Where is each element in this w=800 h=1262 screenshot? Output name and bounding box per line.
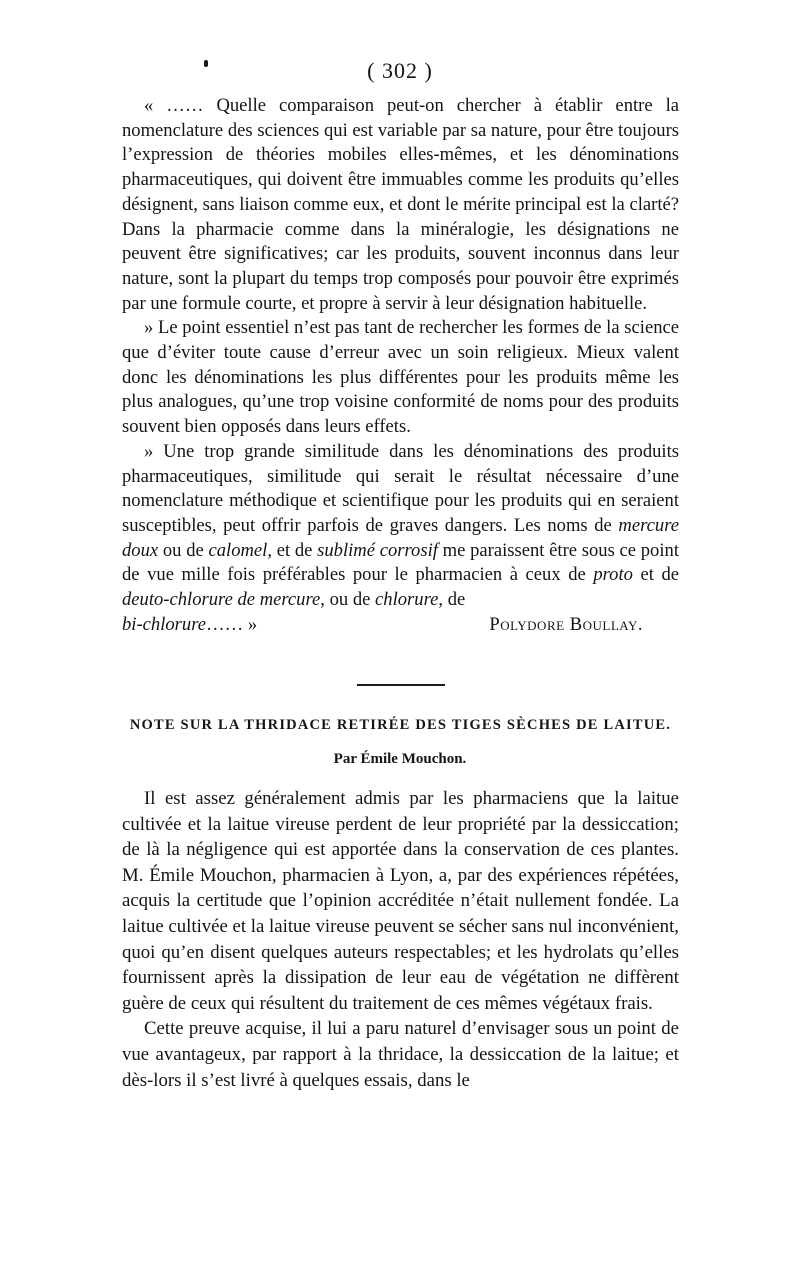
article-paragraph-2: Cette preuve acquise, il lui a paru naturel d’envisager sous un point de vue avantageux, par rapport à la thridace, la dessiccation de la laitue; et dès-lors il s’est livré à quelques essais, dans le: [122, 1018, 679, 1091]
article-title: NOTE SUR LA THRIDACE RETIRÉE DES TIGES SÈCHES DE LAITUE.: [129, 717, 672, 733]
italic-term: deuto-chlorure de mercure: [122, 589, 321, 611]
italic-term: bi-chlorure: [122, 613, 206, 635]
page-number: ( 302 ): [367, 58, 433, 83]
quote-closing: [122, 613, 257, 638]
italic-term: proto: [593, 564, 633, 586]
italic-term: calomel: [208, 539, 268, 561]
signature-line: [122, 613, 679, 638]
article-byline: Par Émile Mouchon.: [333, 751, 467, 767]
quote-paragraph-3: [122, 440, 679, 613]
quote-text: , et de: [267, 539, 318, 561]
quote-paragraph-2: » Le point essentiel n’est pas tant de rechercher les formes de la science que d’éviter toute cause d’erreur avec un soin religieux. Mieux valent donc les dénominations les plus différentes pour les produits même les plus analogues, qu’une trop voisine conformité de noms pour des produits souvent bien opposés dans leurs effets.: [122, 317, 679, 438]
article-paragraph-1: Il est assez généralement admis par les pharmaciens que la laitue cultivée et la laitue vireuse perdent de leur propriété par la dessiccation; de là la négligence qui est apportée dans la conservation de ces plantes. M. Émile Mouchon, pharmacien à Lyon, a, par des expériences répétées, acquis la certitude que l’opinion accréditée n’était nullement fondée. La laitue cultivée et la laitue vireuse peuvent se sécher sans nul inconvénient, quoi qu’en disent quelques auteurs respectables; et les hydrolats qu’elles fournissent après la dissipation de leur eau de végétation ne diffèrent guère de ceux qui résultent du traitement de ces mêmes végétaux frais.: [122, 788, 679, 1014]
quote-text: » Une trop grande similitude dans les dénominations des produits pharmaceutiques, similitude qui serait le résultat nécessaire d’une nomenclature méthodique et scientifique pour les produits qui en seraient susceptibles, peut offrir parfois de graves dangers. Les noms de: [122, 440, 679, 536]
italic-term: sublimé corrosif: [317, 539, 438, 561]
quote-text: ou de: [158, 539, 209, 561]
quote-text: et de: [632, 564, 679, 586]
quote-text: , ou de: [320, 589, 376, 611]
article-body: [122, 786, 679, 1093]
quote-text: me paraissent être sous ce point de vue mille fois préférables pour le pharmacien à ceux de: [122, 539, 679, 586]
section-divider: [357, 684, 445, 686]
author-signature: Polydore Boullay.: [489, 613, 643, 635]
quote-text: , de: [438, 589, 466, 611]
quoted-passage: [122, 94, 679, 637]
italic-term: chlorure: [375, 589, 439, 611]
italic-term: mercure doux: [122, 514, 679, 561]
quote-text: …… »: [206, 613, 258, 635]
quote-paragraph-1: « …… Quelle comparaison peut-on chercher à établir entre la nomenclature des sciences qui est variable par sa nature, pour être toujours l’expression de théories mobiles elles-mêmes, et les dénominations pharmaceutiques, qui doivent être immuables comme les produits qu’elles désignent, sans liaison comme eux, et dont le mérite principal est la clarté? Dans la pharmacie comme dans la minéralogie, les désignations ne peuvent être significatives; car les produits, souvent inconnus dans leur nature, sont la plupart du temps trop composés pour pouvoir être exprimés par une formule courte, et propre à servir à leur désignation habituelle.: [122, 95, 679, 314]
